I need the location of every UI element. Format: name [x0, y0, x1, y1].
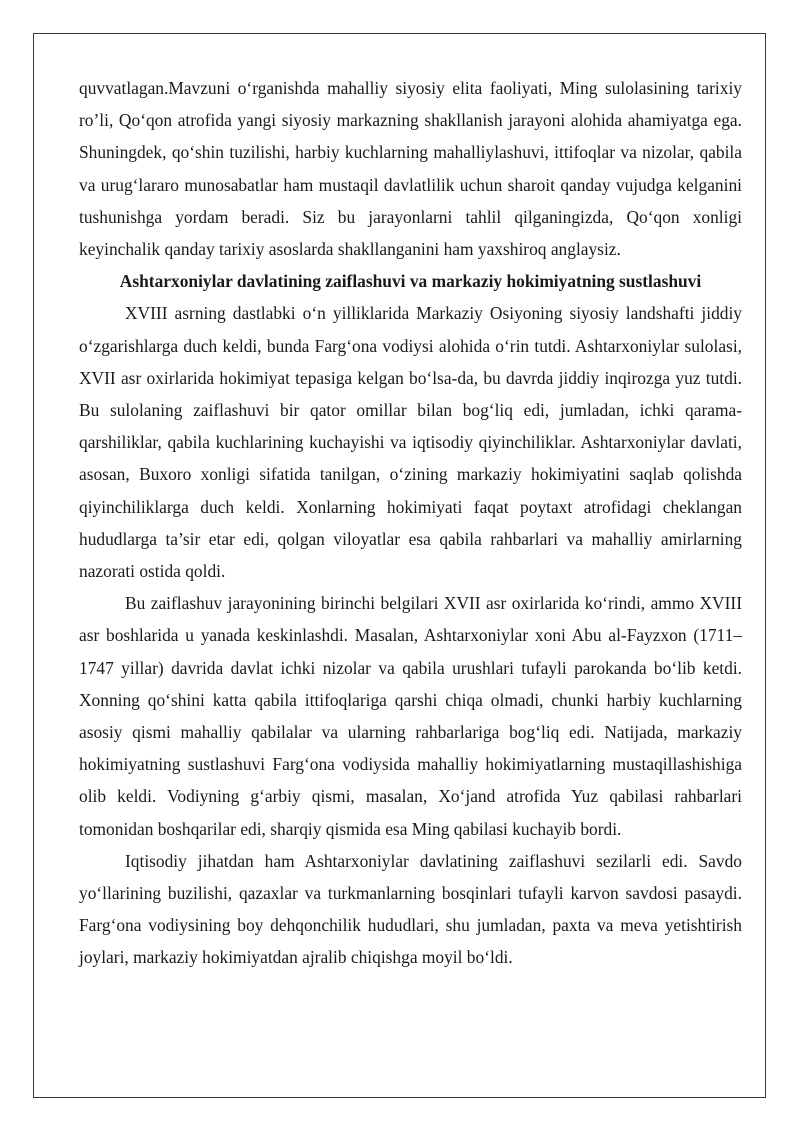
body-paragraph-3: Iqtisodiy jihatdan ham Ashtarxoniylar davlatining zaiflashuvi sezilarli edi. Savdo yo‘llarining buzilishi, qazaxlar va turkmanlarning bosqinlari tufayli karvon savdosi pasaydi. Farg‘ona vodiysining boy dehqonchilik hududlari, shu jumladan, paxta va meva yetishtirish joylari, markaziy hokimiyatdan ajralib chiqishga moyil bo‘ldi.	[79, 850, 742, 968]
section-heading: Ashtarxoniylar davlatining zaiflashuvi va markaziy hokimiyatning sustlashuvi	[119, 271, 702, 292]
body-paragraph-1: XVIII asrning dastlabki o‘n yilliklarida Markaziy Osiyoning siyosiy landshafti jiddiy o‘zgarishlarga duch keldi, bunda Farg‘ona vodiysi alohida o‘rin tutdi. Ashtarxoniylar sulolasi, XVII asr oxirlarida hokimiyat tepasiga kelgan bo‘lsa-da, bu davrda jiddiy inqirozga yuz tutdi. Bu sulolaning zaiflashuvi bir qator omillar bilan bog‘liq edi, jumladan, ichki qarama-qarshiliklar, qabila kuchlarining kuchayishi va iqtisodiy qiyinchiliklar. Ashtarxoniylar davlati, asosan, Buxoro xonligi sifatida tanilgan, o‘zining markaziy hokimiyatini saqlab qolishda qiyinchiliklarga duch keldi. Xonlarning hokimiyati faqat poytaxt atrofidagi cheklangan hududlarga ta’sir etar edi, qolgan viloyatlar esa qabila rahbarlari va mahalliy amirlarning nazorati ostida qoldi.	[79, 303, 742, 582]
intro-paragraph: quvvatlagan.Mavzuni o‘rganishda mahalliy siyosiy elita faoliyati, Ming sulolasining tarixiy ro’li, Qo‘qon atrofida yangi siyosiy markazning shakllanish jarayoni alohida ahamiyatga ega. Shuningdek, qo‘shin tuzilishi, harbiy kuchlarning mahalliylashuvi, ittifoqlar va nizolar, qabila va urug‘lararo munosabatlar ham mustaqil davlatlilik uchun sharoit qanday vujudga kelganini tushunishga yordam beradi. Siz bu jarayonlarni tahlil qilganingizda, Qo‘qon xonligi keyinchalik qanday tarixiy asoslarda shakllanganini ham yaxshiroq anglaysiz.	[79, 78, 742, 260]
body-paragraph-2: Bu zaiflashuv jarayonining birinchi belgilari XVII asr oxirlarida ko‘rindi, ammo XVIII asr boshlarida u yanada keskinlashdi. Masalan, Ashtarxoniylar xoni Abu al-Fayzxon (1711–1747 yillar) davrida davlat ichki nizolar va qabila urushlari tufayli parokanda bo‘lib ketdi. Xonning qo‘shini katta qabila ittifoqlariga qarshi chiqa olmadi, chunki harbiy kuchlarning asosiy qismi mahalliy qabilalar va ularning rahbarlariga bog‘liq edi. Natijada, markaziy hokimiyatning sustlashuvi Farg‘ona vodiysida mahalliy hokimiyatlarning mustaqillashishiga olib keldi. Vodiyning g‘arbiy qismi, masalan, Xo‘jand atrofida Yuz qabilasi rahbarlari tomonidan boshqarilar edi, sharqiy qismida esa Ming qabilasi kuchayib bordi.	[79, 593, 742, 839]
page-body	[79, 72, 742, 974]
